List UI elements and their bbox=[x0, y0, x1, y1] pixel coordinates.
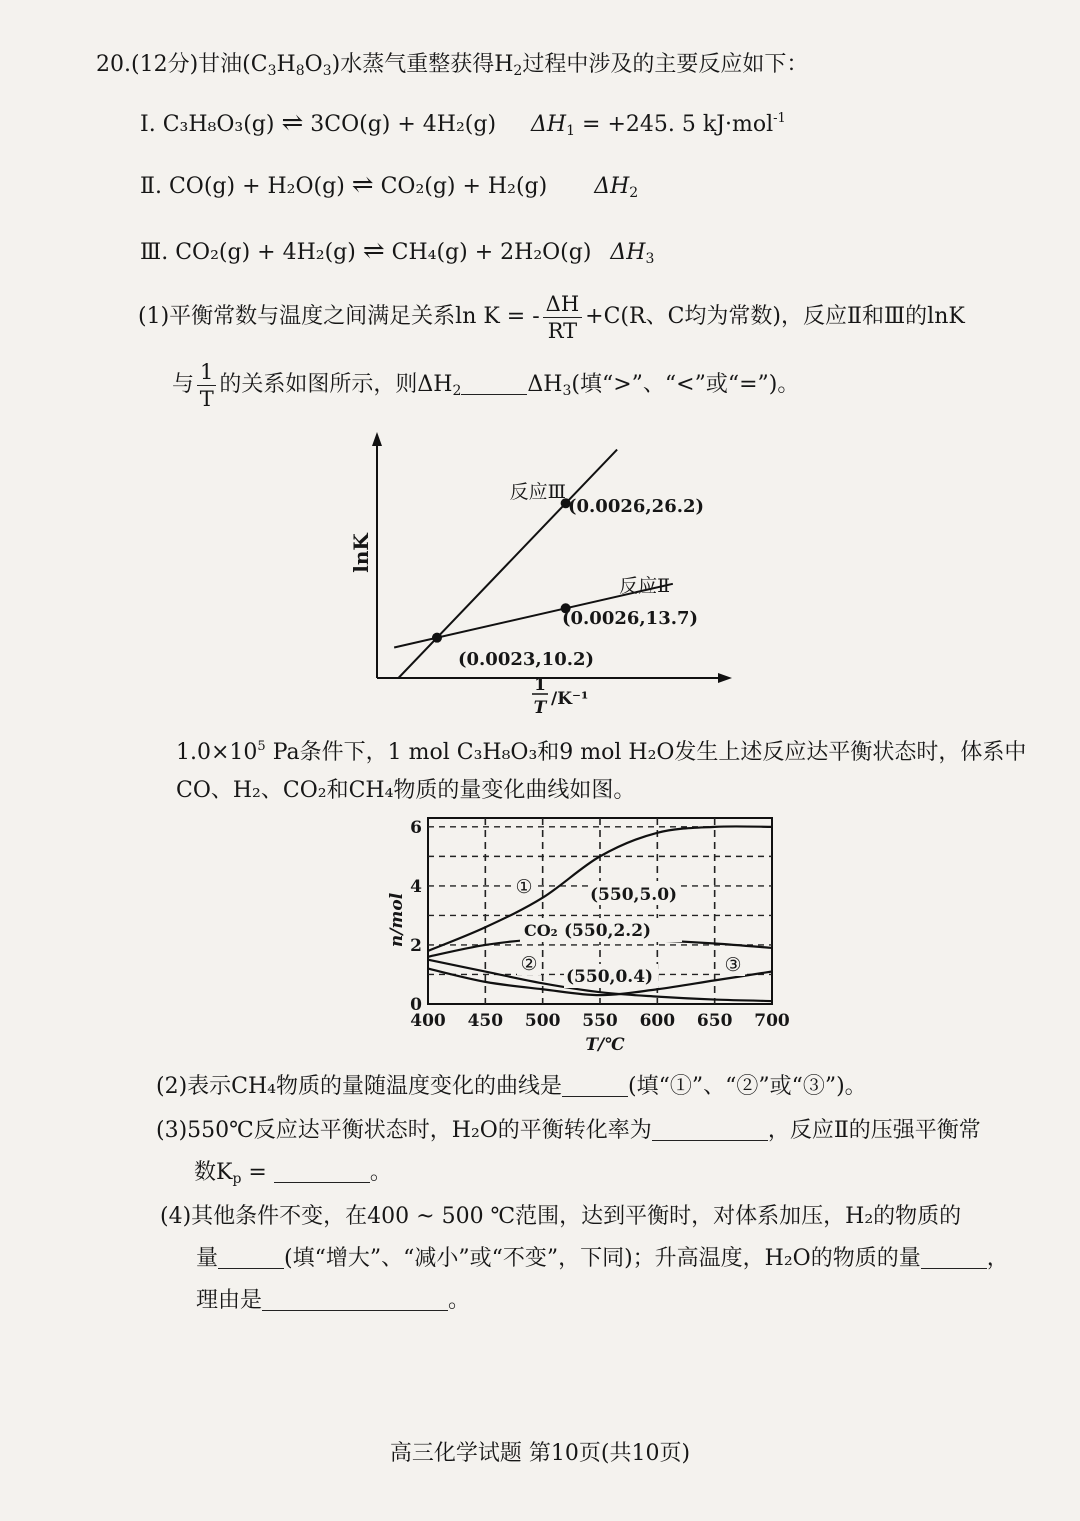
curve-2-label: ② bbox=[520, 953, 538, 975]
hydrogen-formula: $H_2$ bbox=[494, 52, 523, 79]
q4-line1: (4)其他条件不变，在400 ~ 500 ℃范围，达到平衡时，对体系加压，H₂的物质的 bbox=[160, 1204, 962, 1229]
svg-text:/K⁻¹: /K⁻¹ bbox=[551, 689, 589, 709]
x-tick-400: 400 bbox=[410, 1011, 446, 1031]
x-tick-700: 700 bbox=[754, 1011, 790, 1031]
point-intersection bbox=[432, 633, 442, 643]
q2-answer-blank[interactable] bbox=[562, 1074, 628, 1097]
q4-line3: 理由是 。 bbox=[196, 1288, 471, 1313]
q4-h2o-blank[interactable] bbox=[921, 1246, 987, 1269]
x-tick-650: 650 bbox=[696, 1011, 733, 1031]
q4-reason-blank[interactable] bbox=[262, 1288, 448, 1311]
lnk-chart bbox=[330, 420, 750, 730]
reaction-1: Ⅰ. C₃H₈O₃(g) ⇌ 3CO(g) + 4H₂(g) $\Delta H_1 = +245$. 5 kJ·mol$^{-1}$ bbox=[140, 108, 786, 139]
y-tick-6: 6 bbox=[410, 817, 422, 838]
q3-kp-blank[interactable] bbox=[274, 1160, 370, 1183]
delta-h-over-rt-fraction: $\frac{\Delta H}{RT}$ bbox=[543, 291, 582, 344]
annotation-550-5: (550,5.0) bbox=[590, 885, 678, 905]
reaction-2-label: 反应Ⅱ bbox=[619, 575, 670, 597]
q4-h2-blank[interactable] bbox=[218, 1246, 284, 1269]
annotation-intersection: (0.0023,10.2) bbox=[458, 649, 595, 670]
reaction-3: Ⅲ. CO₂(g) + 4H₂(g) ⇌ CH₄(g) + 2H₂O(g) $\Delta H_3$ bbox=[140, 236, 655, 267]
moles-y-label: n/mol bbox=[387, 892, 407, 948]
question-number: 20. bbox=[96, 52, 131, 77]
q4-line2: 量 (填“增大”、“减小”或“不变”，下同)；升高温度，H₂O的物质的量 ， bbox=[196, 1246, 1009, 1271]
reaction-2: Ⅱ. CO(g) + H₂O(g) ⇌ CO₂(g) + H₂(g) $\Delta H_2$ bbox=[140, 170, 639, 201]
reaction-3-label: 反应Ⅲ bbox=[509, 481, 566, 503]
y-tick-2: 2 bbox=[410, 935, 422, 956]
q1-answer-blank[interactable] bbox=[461, 372, 527, 395]
equilibrium-arrow-icon: ⇌ bbox=[281, 108, 304, 138]
y-tick-4: 4 bbox=[410, 876, 422, 897]
lnk-y-label: lnK bbox=[349, 533, 373, 573]
equilibrium-arrow-icon: ⇌ bbox=[362, 236, 385, 266]
reaction-3-line bbox=[398, 450, 617, 678]
lnk-x-label bbox=[532, 675, 588, 718]
equilibrium-arrow-icon: ⇌ bbox=[351, 170, 374, 200]
annotation-550-2-2: (550,2.2) bbox=[564, 921, 652, 941]
curve-3-label: ③ bbox=[724, 954, 742, 976]
moles-x-label: T/℃ bbox=[585, 1035, 625, 1055]
y-tick-0: 0 bbox=[410, 995, 422, 1015]
q3-conversion-blank[interactable] bbox=[652, 1118, 768, 1141]
conditions-line1: $1.0\times 10^5$ Pa条件下，1 mol C₃H₈O₃和9 mol H₂O发生上述反应达平衡状态时，体系中 bbox=[176, 739, 1027, 765]
svg-text:T: T bbox=[533, 698, 547, 718]
conditions-line2: CO、H₂、CO₂和CH₄物质的量变化曲线如图。 bbox=[176, 778, 636, 803]
question-points: (12分) bbox=[131, 52, 199, 77]
glycerol-formula: $C_3H_8O_3$ bbox=[250, 52, 332, 79]
annotation-550-0-4: (550,0.4) bbox=[566, 967, 654, 987]
x-tick-500: 500 bbox=[524, 1011, 561, 1031]
one-over-t-fraction: $\frac{1}{T}$ bbox=[197, 359, 216, 412]
annotation-r2: (0.0026,13.7) bbox=[562, 608, 699, 629]
q3-line2: 数$K_p$ = 。 bbox=[194, 1160, 392, 1187]
question-intro: 20.(12分)甘油$(C_3H_8O_3)$水蒸气重整获得$H_2$过程中涉及的主要反应如下： bbox=[96, 52, 809, 79]
q2-line: (2)表示CH₄物质的量随温度变化的曲线是 (填“①”、“②”或“③”)。 bbox=[156, 1074, 867, 1099]
moles-chart bbox=[378, 810, 798, 1060]
x-tick-450: 450 bbox=[467, 1011, 504, 1031]
page-footer: 高三化学试题 第10页(共10页) bbox=[389, 1441, 691, 1466]
y-axis-arrow-icon bbox=[372, 432, 382, 446]
q3-line1: (3)550℃反应达平衡状态时，H₂O的平衡转化率为 ，反应Ⅱ的压强平衡常 bbox=[156, 1118, 981, 1143]
co2-label: CO₂ bbox=[524, 921, 558, 940]
curve-1-label: ① bbox=[515, 876, 533, 898]
q1-line1: (1)平衡常数与温度之间满足关系ln K = - $\frac{\Delta H}{RT}$ +C(R、C均为常数)，反应Ⅱ和Ⅲ的lnK bbox=[138, 291, 965, 343]
x-axis-arrow-icon bbox=[718, 673, 732, 683]
svg-text:1: 1 bbox=[534, 675, 546, 695]
q1-line2: 与 $\frac{1}{T}$ 的关系如图所示，则$\Delta H_2$ $\Delta H_3$(填“>”、“<”或“=”)。 bbox=[172, 359, 800, 411]
annotation-r3: (0.0026,26.2) bbox=[568, 496, 705, 517]
x-tick-600: 600 bbox=[639, 1011, 676, 1031]
x-tick-550: 550 bbox=[582, 1011, 618, 1031]
